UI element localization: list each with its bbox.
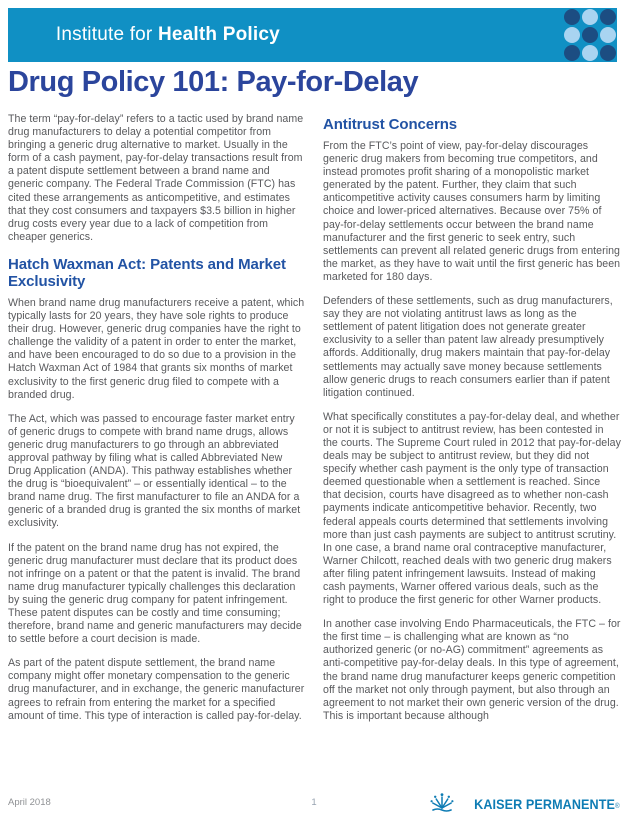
body-paragraph: The term “pay-for-delay” refers to a tactic used by brand name drug manufacturers to delay a potential competitor from bringing a generic drug alternative to market. Usually in the form of a cash payment, pay-for-delay transactions result from a patent dispute settlement between a brand name and generic company. The Federal Trade Commission (FTC) has cited these arrangements as anticompetitive, and estimates that they cost consumers and taxpayers $3.5 billion in higher drug costs every year due to a lack of competition from cheaper generics. — [8, 113, 304, 243]
footer-date: April 2018 — [8, 797, 51, 808]
logo-dot — [564, 27, 580, 43]
right-column — [323, 113, 621, 734]
logo-dot — [564, 9, 580, 25]
kaiser-permanente-logo — [430, 792, 620, 812]
body-paragraph: The Act, which was passed to encourage faster market entry of generic drugs to compete with brand name drugs, allows generic drug manufacturers to go through an abbreviated approval pathway by filing what is called Abbreviated New Drug Application (ANDA). This pathway establishes whether the drug is “bioequivalent” – or essentially identical – to the brand name drug. The first manufacturer to file an ANDA for a generic of a branded drug is granted the six months of market exclusivity. — [8, 412, 301, 530]
kaiser-permanente-wordmark: KAISER PERMANENTE® — [474, 796, 620, 812]
brand-bold-text: Health Policy — [157, 24, 280, 45]
body-paragraph: As part of the patent dispute settlement, the brand name company might offer monetary compensation to the generic drug manufacturer, and in exchange, the generic manufacturer agrees to refrain from entering the market for a specified amount of time. This type of interaction is called pay-for-delay. — [8, 657, 305, 722]
body-paragraph: Defenders of these settlements, such as drug manufacturers, say they are not violating antitrust laws as long as the settlement of patent litigation does not generate greater exclusivity to a seller than patent law already presumptively affords. Additionally, drug makers maintain that pay-for-delay settlements may actually save money because settlements allow generic drugs to reach consumers earlier than if patent litigation continued. — [323, 295, 613, 399]
institute-brand — [23, 2, 280, 68]
logo-dot — [600, 9, 616, 25]
logo-dot — [582, 27, 598, 43]
body-columns — [8, 113, 621, 734]
body-paragraph: From the FTC’s point of view, pay-for-delay discourages generic drug makers from becoming true competitors, and instead promotes profit sharing of a monopolistic market generated by the patent. Further, they claim that such anticompetitive activity causes consumers harm by limiting choice and lower-priced alternatives. Because over 75% of pay-for-delay settlements occur between the brand name manufacturer and the first generic to seek entry, such settlements can prevent all related generic drugs from entering the market, as they have to wait until the first generic has been marketed for 180 days. — [323, 140, 621, 283]
logo-dot — [582, 9, 598, 25]
body-paragraph: What specifically constitutes a pay-for-delay deal, and whether or not it is subject to antitrust review, has been contested in the courts. The Supreme Court ruled in 2012 that pay-for-delay deals may be subject to antitrust review, but they did not specify whether cash payment is the only type of transaction deemed questionable when a settlement is reached. Since that decision, courts have disagreed as to whether non-cash payments indicate anticompetitive behavior. Recently, two federal appeals courts determined that settlements involving more than just cash payments are subject to antitrust scrutiny. In one case, a brand name oral contraceptive manufacturer, Warner Chilcott, reached deals with two generic drug makers after filing patent infringement lawsuits. Instead of making cash payments, Warner offered various deals, such as the right to produce the first generic for other Warner products. — [323, 410, 621, 607]
dots-grid-logo-icon — [564, 9, 616, 61]
brand-regular-text: Institute for — [55, 24, 158, 45]
section-heading: Hatch Waxman Act: Patents and Market Exclusivity — [8, 255, 286, 290]
footer — [8, 786, 620, 812]
body-paragraph: In another case involving Endo Pharmaceuticals, the FTC – for the first time – is challenging what are known as “no authorized generic (or no-AG) commitment” agreements as anti-competitive pay-for-delay deals. In this type of agreement, the brand name drug manufacturer keeps generic competition off the market not only through payment, but also through an agreement to not market their own generic version of the drug. This is important because although — [323, 618, 621, 722]
body-paragraph: If the patent on the brand name drug has not expired, the generic drug manufacturer must declare that its product does not infringe on a patent or that the patent is invalid. The brand name drug manufacturer typically challenges this declaration by suing the generic drug company for patent infringement. These patent disputes can be costly and time consuming; therefore, brand name and generic manufacturers may decide to settle before a court decision is made. — [8, 541, 302, 646]
header-banner — [8, 8, 617, 62]
logo-dot — [564, 45, 580, 61]
left-column — [8, 113, 306, 734]
logo-dot — [582, 45, 598, 61]
kaiser-permanente-family-icon — [430, 792, 454, 812]
logo-dot — [600, 45, 616, 61]
body-paragraph: When brand name drug manufacturers receive a patent, which typically lasts for 20 years, they have sole rights to produce their drug. However, generic drug companies have the right to challenge the validity of a patent in order to enter the market, and have been encouraged to do so due to a provision in the Hatch Waxman Act of 1984 that grants six months of market exclusivity to the first generic drug filed to compete with a branded drug. — [8, 296, 305, 401]
page-title: Drug Policy 101: Pay-for-Delay — [8, 66, 419, 98]
registered-mark: ® — [615, 803, 620, 810]
page-number: 1 — [311, 797, 317, 808]
section-heading: Antitrust Concerns — [323, 116, 458, 133]
logo-dot — [600, 27, 616, 43]
